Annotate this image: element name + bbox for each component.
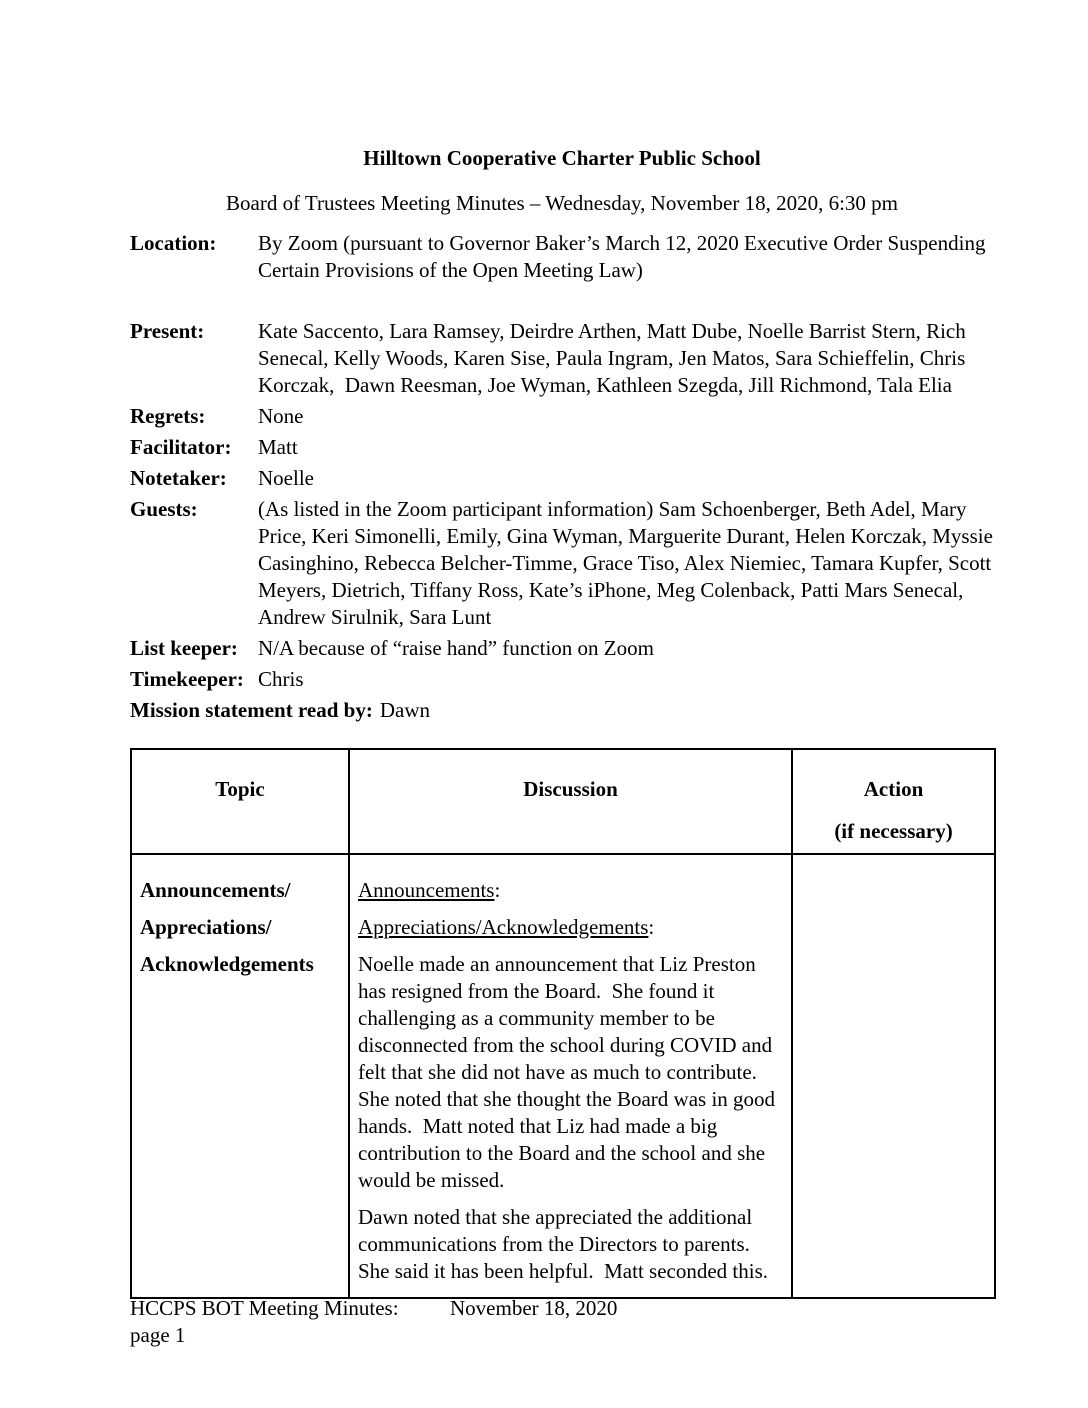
meta-label-facilitator: Facilitator: [130, 435, 232, 459]
discussion-paragraph-2: Dawn noted that she appreciated the additional communications from the Directors to parents. She said it has been helpful. Matt seconded this. [358, 1205, 769, 1283]
footer-line1 [130, 1295, 994, 1322]
document-title: Hilltown Cooperative Charter Public School [363, 146, 761, 170]
meta-value-regrets: None [258, 404, 304, 428]
minutes-table-header-row [131, 749, 995, 854]
meta-label-regrets: Regrets: [130, 404, 206, 428]
meta-label-present: Present: [130, 319, 205, 343]
action-cell [792, 854, 995, 1298]
discussion-heading-announcements-colon: : [494, 878, 501, 902]
discussion-heading-appreciations-text: Appreciations/Acknowledgements [358, 915, 649, 939]
discussion-cell [349, 854, 792, 1298]
meta-label-list-keeper: List keeper: [130, 636, 238, 660]
meta-row-location [130, 230, 994, 284]
meta-value-location: By Zoom (pursuant to Governor Baker’s March 12, 2020 Executive Order Suspending Certain Provisions of the Open Meeting Law) [258, 231, 991, 282]
discussion-heading-appreciations-colon: : [648, 915, 655, 939]
topic-cell [131, 854, 349, 1298]
topic-column-header: Topic [131, 749, 349, 854]
meta-row-guests [130, 496, 999, 631]
meta-row-facilitator [130, 434, 994, 461]
meta-row-regrets [130, 403, 994, 430]
topic-line-announcements: Announcements/ [140, 878, 291, 902]
meta-value-facilitator: Matt [258, 435, 298, 459]
discussion-column-header: Discussion [349, 749, 792, 854]
discussion-paragraph-1: Noelle made an announcement that Liz Preston has resigned from the Board. She found it challenging as a community member to be disconnected from the school during COVID and felt that she did not have as much to contribute. She noted that she thought the Board was in good hands. Matt noted that Liz had made a big contribution to the Board and the school and she would be missed. [358, 952, 781, 1192]
footer-page-number: page 1 [130, 1323, 186, 1347]
topic-line-appreciations: Appreciations/ [140, 915, 272, 939]
discussion-heading-announcements [358, 877, 783, 904]
meta-value-notetaker: Noelle [258, 466, 314, 490]
mission-statement-row [130, 697, 994, 724]
meta-value-guests: (As listed in the Zoom participant information) Sam Schoenberger, Beth Adel, Mary Price, Keri Simonelli, Emily, Gina Wyman, Marguerite Durant, Helen Korczak, Myssie Casinghino, Rebecca Belcher-Timme, Grace Tiso, Alex Niemiec, Tamara Kupfer, Scott Meyers, Dietrich, Tiffany Ross, Kate’s iPhone, Meg Colenback, Patti Mars Senecal, Andrew Sirulnik, Sara Lunt [258, 497, 999, 629]
meta-label-location: Location: [130, 231, 217, 255]
meta-label-timekeeper: Timekeeper: [130, 667, 244, 691]
page-footer [130, 1295, 994, 1349]
minutes-table [130, 748, 996, 1299]
meta-row-timekeeper [130, 666, 994, 693]
meta-row-list-keeper [130, 635, 994, 662]
footer-document-label: HCCPS BOT Meeting Minutes: [130, 1296, 399, 1320]
meta-label-guests: Guests: [130, 497, 198, 521]
discussion-heading-announcements-text: Announcements [358, 878, 495, 902]
mission-statement-value: Dawn [379, 698, 430, 722]
meta-row-present [130, 318, 994, 399]
action-header-line1: Action [863, 777, 924, 801]
meta-value-list-keeper: N/A because of “raise hand” function on Zoom [258, 636, 654, 660]
meta-value-present: Kate Saccento, Lara Ramsey, Deirdre Arthen, Matt Dube, Noelle Barrist Stern, Rich Senecal, Kelly Woods, Karen Sise, Paula Ingram, Jen Matos, Sara Schieffelin, Chris Korczak, Dawn Reesman, Joe Wyman, Kathleen Szegda, Jill Richmond, Tala Elia [258, 319, 971, 397]
footer-date: November 18, 2020 [450, 1296, 618, 1320]
meta-row-notetaker [130, 465, 994, 492]
table-row [131, 854, 995, 1298]
topic-line-acknowledgements: Acknowledgements [140, 952, 314, 976]
mission-statement-label: Mission statement read by: [130, 698, 373, 722]
document-subtitle: Board of Trustees Meeting Minutes – Wednesday, November 18, 2020, 6:30 pm [226, 191, 898, 215]
action-column-header [792, 749, 995, 854]
action-header-line2: (if necessary) [834, 819, 953, 843]
discussion-heading-appreciations [358, 914, 783, 941]
meta-value-timekeeper: Chris [258, 667, 304, 691]
meta-label-notetaker: Notetaker: [130, 466, 227, 490]
